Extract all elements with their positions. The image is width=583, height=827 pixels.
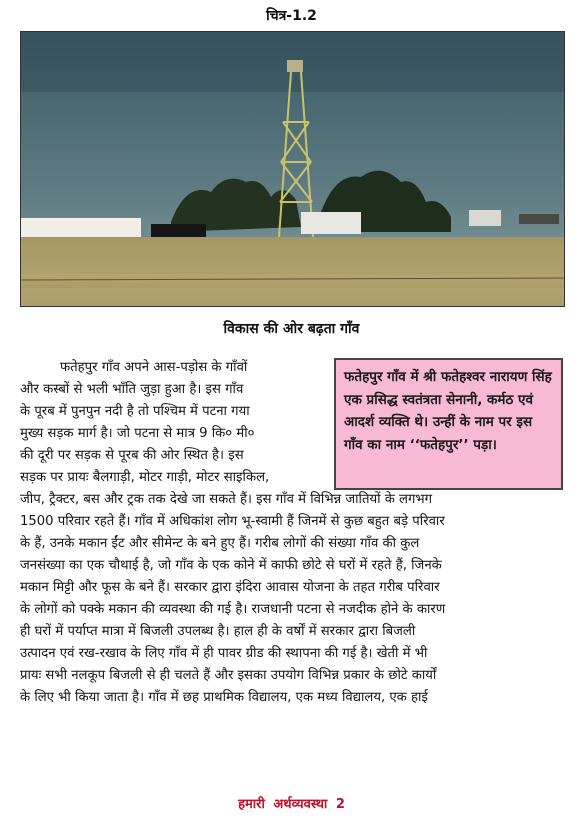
text-line: के हैं, उनके मकान ईंट और सीमेन्ट के बने हुए हैं। गरीब लोगों की संख्या गाँव की कुल <box>20 536 420 551</box>
text-line: उत्पादन एवं रख-रखाव के लिए गाँव में ही पावर ग्रीड की स्थापना की गई है। खेती में भी <box>20 646 428 661</box>
text-line: जीप, ट्रैक्टर, बस और ट्रक तक देखे जा सकते हैं। इस गाँव में विभिन्न जातियों के लगभग <box>20 492 433 507</box>
text-line: फतेहपुर गाँव अपने आस-पड़ोस के गाँवों <box>60 360 248 375</box>
text-line: की दूरी पर सड़क से पूरब की ओर स्थित है। इस <box>20 448 244 463</box>
text-line: मकान मिट्टी और फूस के बने हैं। सरकार द्वारा इंदिरा आवास योजना के तहत गरीब परिवार <box>20 580 440 595</box>
text-line: के लिए भी किया जाता है। गाँव में छह प्राथमिक विद्यालय, एक मध्य विद्यालय, एक हाई <box>20 690 428 705</box>
text-line: मुख्य सड़क मार्ग है। जो पटना से मात्र 9 कि० मी० <box>20 426 255 441</box>
page-footer: हमारी अर्थव्यवस्था 2 <box>238 797 345 812</box>
text-line: सड़क पर प्रायः बैलगाड़ी, मोटर गाड़ी, मोटर साइकिल, <box>20 470 270 485</box>
text-line: के लोगों को पक्के मकान की व्यवस्था की गई है। राजधानी पटना से नजदीक होने के कारण <box>20 602 446 617</box>
text-line: के पूरब में पुनपुन नदी है तो पश्चिम में पटना गया <box>20 404 250 419</box>
text-line: जनसंख्या का एक चौथाई है, जो गाँव के एक कोने में काफी छोटे से घरों में रहते हैं, जिनके <box>20 558 442 573</box>
text-line: और कस्बों से भली भाँति जुड़ा हुआ है। इस गाँव <box>20 382 244 397</box>
info-callout-box: फतेहपुर गाँव में श्री फतेहश्वर नारायण सिंह एक प्रसिद्ध स्वतंत्रता सेनानी, कर्मठ एवं आदर्श व्यक्ति थे। उन्हीं के नाम पर इस गाँव का नाम ‘‘फतेहपुर’’ पड़ा। <box>334 358 563 490</box>
text-line: प्रायः सभी नलकूप बिजली से ही चलते हैं और इसका उपयोग विभिन्न प्रकार के छोटे कार्यों <box>20 668 437 683</box>
village-photo <box>20 31 565 307</box>
figure-label: चित्र-1.2 <box>266 8 317 24</box>
figure-caption: विकास की ओर बढ़ता गाँव <box>223 321 360 337</box>
village-landscape-illustration <box>21 32 565 307</box>
text-line: 1500 परिवार रहते हैं। गाँव में अधिकांश लोग भू-स्वामी हैं जिनमें से कुछ बहुत बड़े परिवार <box>20 514 445 529</box>
text-line: ही घरों में पर्याप्त मात्रा में बिजली उपलब्ध है। हाल ही के वर्षों में सरकार द्वारा बिजली <box>20 624 416 639</box>
